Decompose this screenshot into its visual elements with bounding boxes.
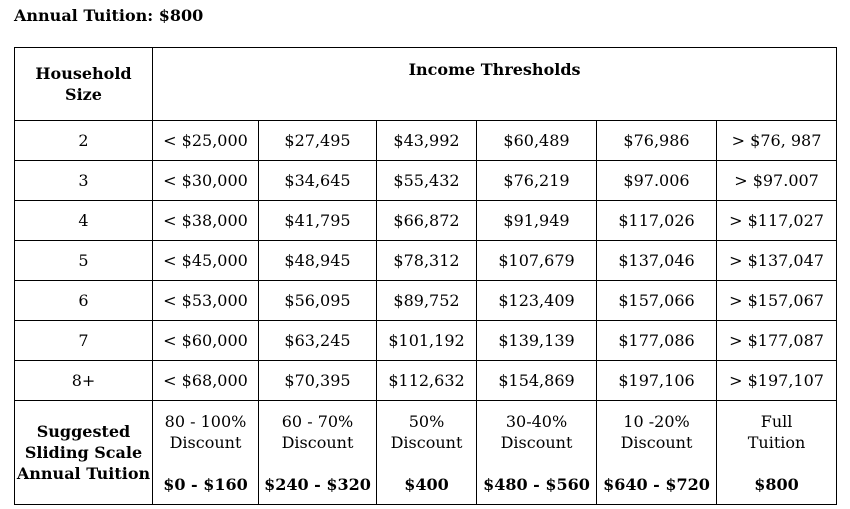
threshold-cell: $197,106 <box>597 361 717 401</box>
discount-cell <box>153 401 259 505</box>
discount-word: Discount <box>169 432 242 452</box>
household-size-cell: 3 <box>15 161 153 201</box>
discount-word: Discount <box>390 432 463 452</box>
discount-word: Discount <box>281 432 354 452</box>
table-row <box>15 121 837 161</box>
threshold-cell: $76,219 <box>477 161 597 201</box>
tuition-range: $0 - $160 <box>163 474 248 494</box>
threshold-cell: < $38,000 <box>153 201 259 241</box>
threshold-cell: > $117,027 <box>717 201 837 241</box>
discount-percent: 60 - 70% <box>281 411 354 431</box>
discount-percent: 50% <box>408 411 445 431</box>
discount-cell <box>377 401 477 505</box>
table-row <box>15 281 837 321</box>
discount-cell <box>717 401 837 505</box>
household-size-cell: 6 <box>15 281 153 321</box>
threshold-cell: $157,066 <box>597 281 717 321</box>
table-row <box>15 161 837 201</box>
threshold-cell: $55,432 <box>377 161 477 201</box>
discount-cell <box>597 401 717 505</box>
threshold-cell: < $25,000 <box>153 121 259 161</box>
discount-percent: 10 -20% <box>623 411 690 431</box>
threshold-cell: < $60,000 <box>153 321 259 361</box>
tuition-range: $400 <box>404 474 449 494</box>
tuition-range: $800 <box>754 474 799 494</box>
threshold-cell: $34,645 <box>259 161 377 201</box>
threshold-cell: $60,489 <box>477 121 597 161</box>
household-size-cell: 8+ <box>15 361 153 401</box>
threshold-cell: < $45,000 <box>153 241 259 281</box>
sliding-scale-row <box>15 401 837 505</box>
household-size-cell: 2 <box>15 121 153 161</box>
threshold-cell: $97.006 <box>597 161 717 201</box>
threshold-cell: $56,095 <box>259 281 377 321</box>
threshold-cell: $43,992 <box>377 121 477 161</box>
discount-percent: 80 - 100% <box>164 411 247 431</box>
discount-cell <box>477 401 597 505</box>
threshold-cell: $101,192 <box>377 321 477 361</box>
tuition-range: $640 - $720 <box>603 474 710 494</box>
threshold-cell: > $177,087 <box>717 321 837 361</box>
header-row <box>15 48 837 121</box>
discount-cell <box>259 401 377 505</box>
threshold-cell: < $53,000 <box>153 281 259 321</box>
sliding-scale-label: Suggested Sliding Scale Annual Tuition <box>15 401 153 505</box>
household-size-cell: 7 <box>15 321 153 361</box>
threshold-cell: $154,869 <box>477 361 597 401</box>
tuition-table <box>14 47 837 505</box>
discount-word: Discount <box>500 432 573 452</box>
discount-percent: Full <box>760 411 793 431</box>
household-size-cell: 4 <box>15 201 153 241</box>
threshold-cell: $63,245 <box>259 321 377 361</box>
threshold-cell: $177,086 <box>597 321 717 361</box>
tuition-range: $240 - $320 <box>264 474 371 494</box>
tuition-range: $480 - $560 <box>483 474 590 494</box>
threshold-cell: $123,409 <box>477 281 597 321</box>
threshold-cell: $78,312 <box>377 241 477 281</box>
threshold-cell: $107,679 <box>477 241 597 281</box>
threshold-cell: $91,949 <box>477 201 597 241</box>
table-row <box>15 241 837 281</box>
threshold-cell: > $137,047 <box>717 241 837 281</box>
discount-word: Discount <box>620 432 693 452</box>
income-thresholds-header: Income Thresholds <box>153 48 837 121</box>
threshold-cell: > $97.007 <box>717 161 837 201</box>
threshold-cell: $27,495 <box>259 121 377 161</box>
threshold-cell: $70,395 <box>259 361 377 401</box>
threshold-cell: $76,986 <box>597 121 717 161</box>
discount-percent: 30-40% <box>505 411 568 431</box>
threshold-cell: < $30,000 <box>153 161 259 201</box>
threshold-cell: > $76, 987 <box>717 121 837 161</box>
threshold-cell: > $157,067 <box>717 281 837 321</box>
page-title: Annual Tuition: $800 <box>14 6 204 25</box>
threshold-cell: $137,046 <box>597 241 717 281</box>
threshold-cell: < $68,000 <box>153 361 259 401</box>
discount-word: Tuition <box>747 432 806 452</box>
table-row <box>15 361 837 401</box>
table-row <box>15 201 837 241</box>
threshold-cell: $112,632 <box>377 361 477 401</box>
threshold-cell: $48,945 <box>259 241 377 281</box>
threshold-cell: > $197,107 <box>717 361 837 401</box>
household-size-header: Household Size <box>15 48 153 121</box>
threshold-cell: $66,872 <box>377 201 477 241</box>
table-row <box>15 321 837 361</box>
threshold-cell: $117,026 <box>597 201 717 241</box>
threshold-cell: $89,752 <box>377 281 477 321</box>
household-size-cell: 5 <box>15 241 153 281</box>
threshold-cell: $41,795 <box>259 201 377 241</box>
threshold-cell: $139,139 <box>477 321 597 361</box>
